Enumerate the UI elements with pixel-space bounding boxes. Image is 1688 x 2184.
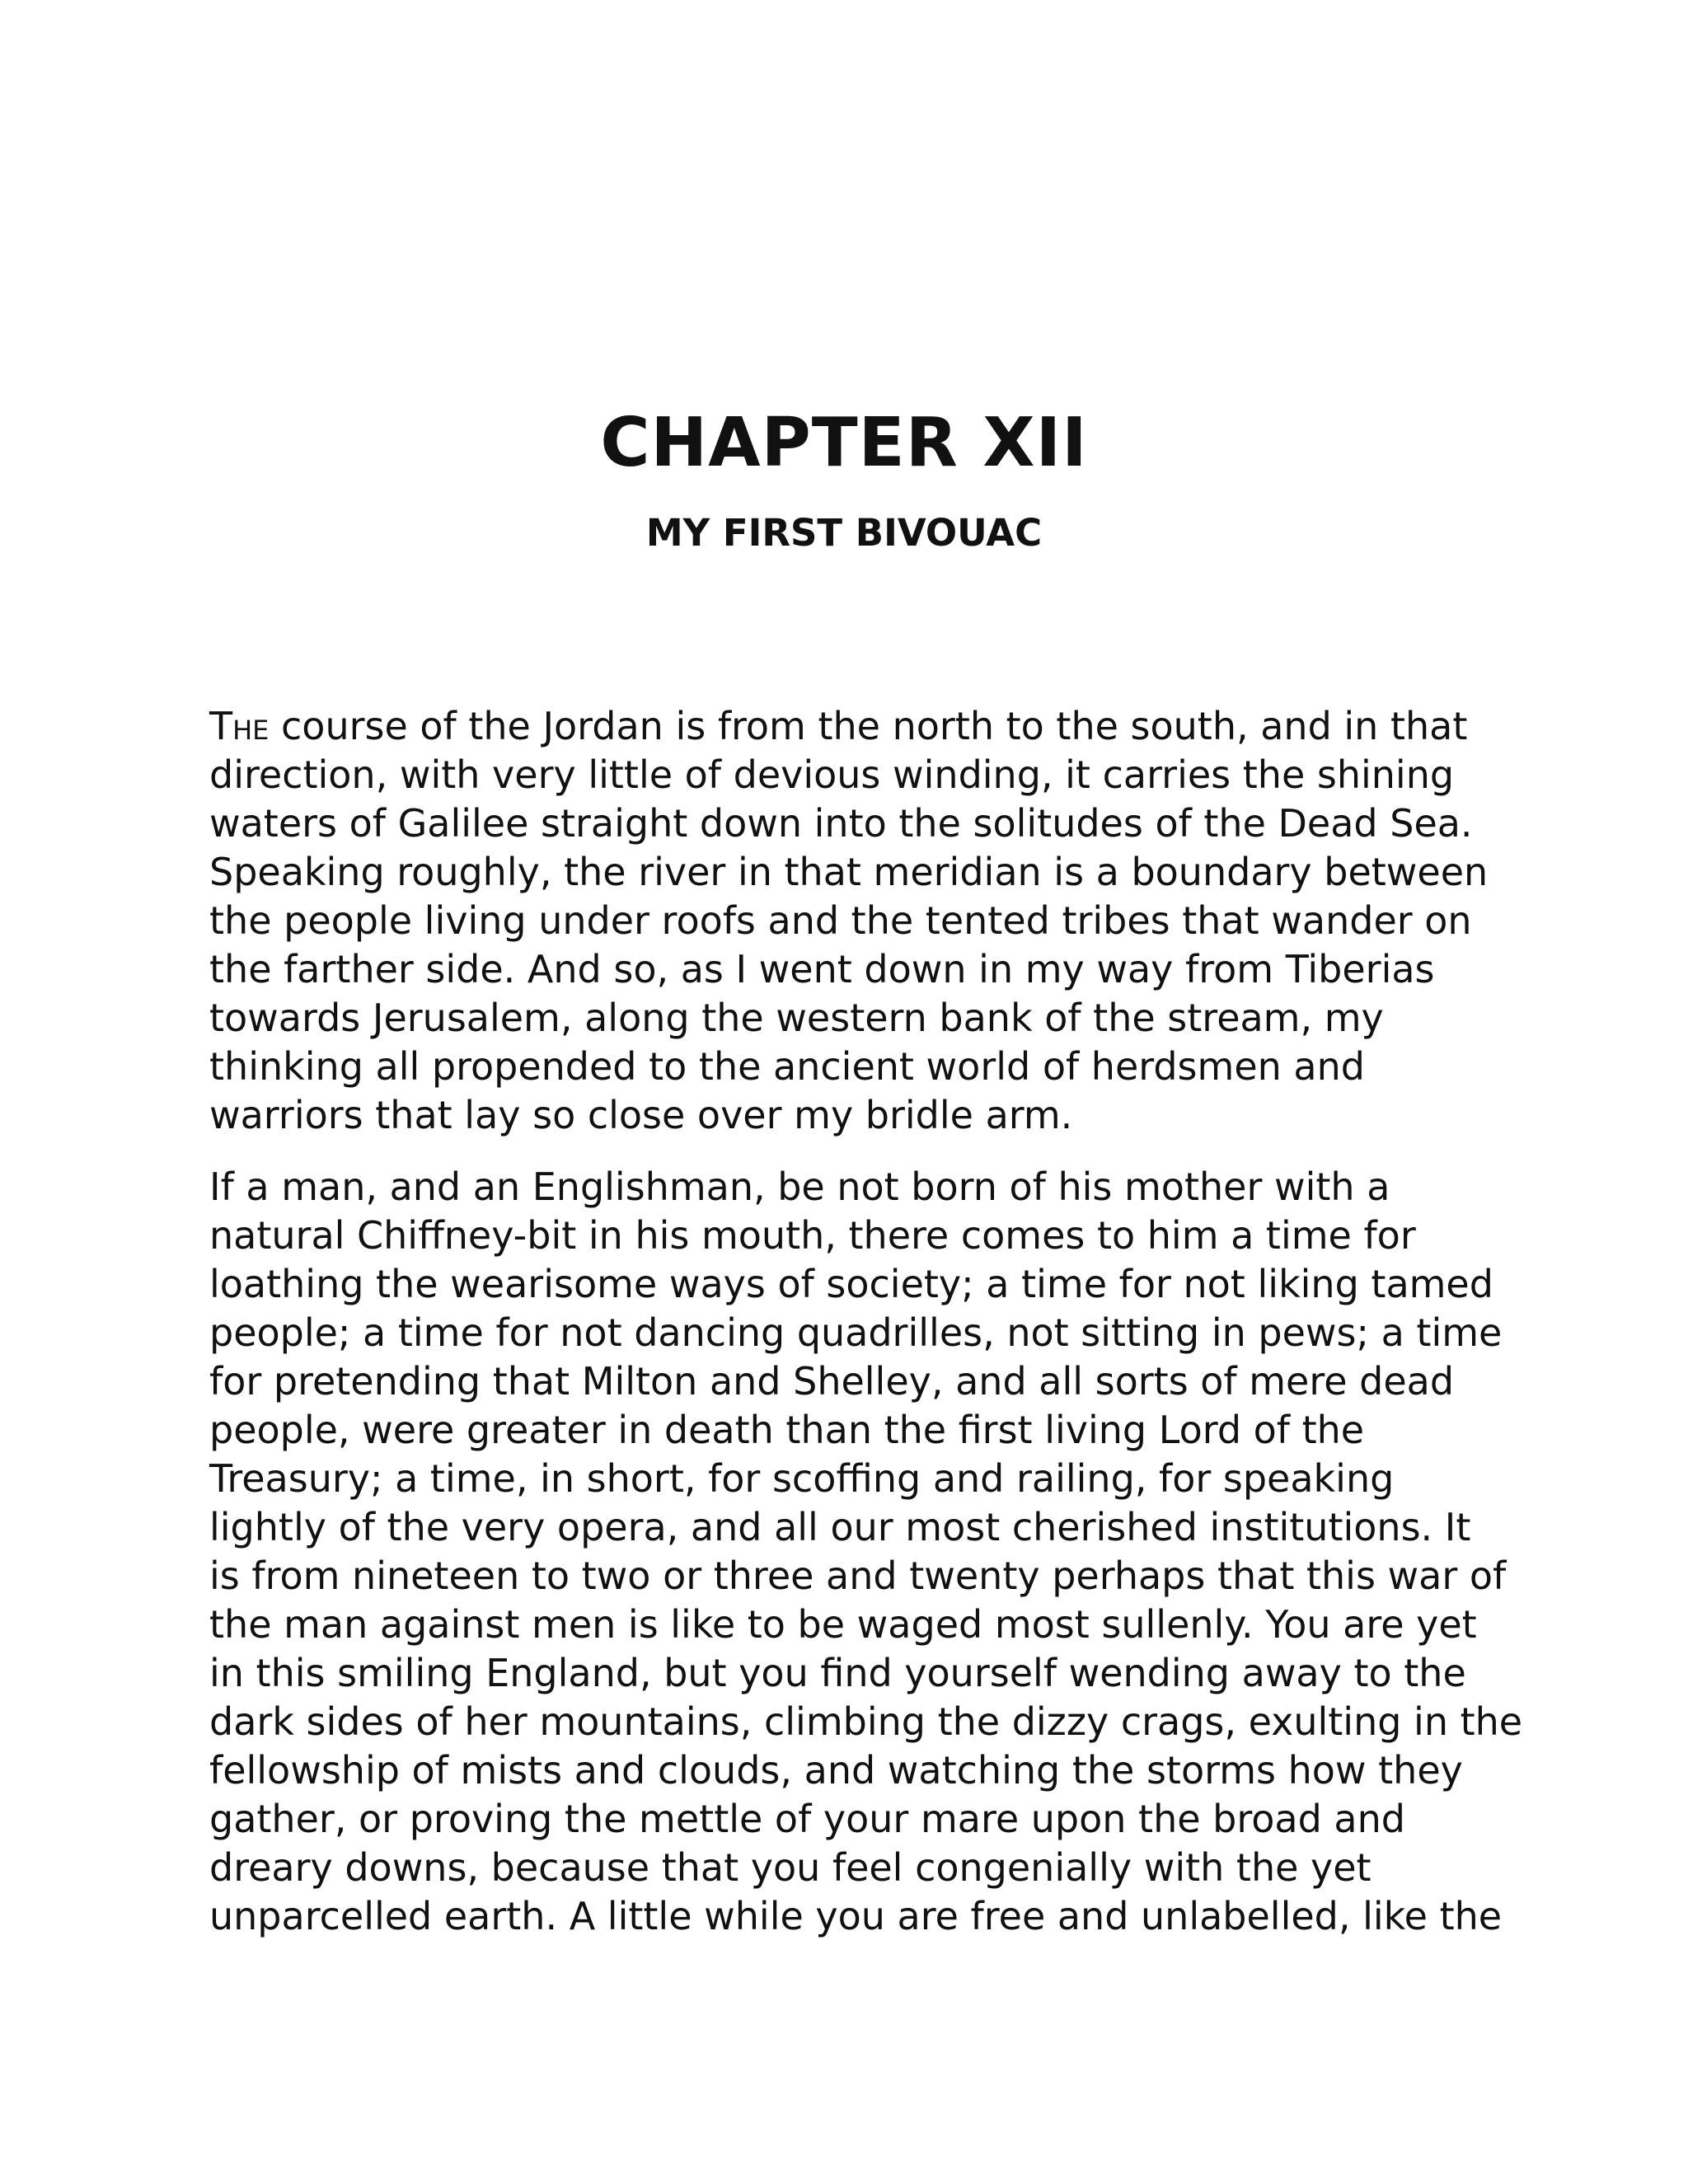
paragraph-line: natural Chiffney-bit in his mouth, there comes to him a time for <box>209 1213 1416 1258</box>
paragraph-line: warriors that lay so close over my bridle arm. <box>209 1093 1073 1137</box>
small-caps-lead: The <box>209 704 270 748</box>
paragraph-line: waters of Galilee straight down into the solitudes of the Dead Sea. <box>209 801 1473 846</box>
paragraph-line: the man against men is like to be waged most sullenly. You are yet <box>209 1602 1477 1647</box>
paragraph-line: dreary downs, because that you feel congenially with the yet <box>209 1845 1372 1890</box>
paragraph-2 <box>209 1163 1523 1941</box>
paragraph-line: fellowship of mists and clouds, and watching the storms how they <box>209 1748 1463 1793</box>
chapter-subtitle: MY FIRST BIVOUAC <box>645 511 1043 555</box>
paragraph-line: the people living under roofs and the tented tribes that wander on <box>209 898 1472 943</box>
paragraph-1 <box>209 702 1489 1140</box>
paragraph-line: If a man, and an Englishman, be not born of his mother with a <box>209 1165 1390 1209</box>
paragraph-line: unparcelled earth. A little while you are free and unlabelled, like the <box>209 1894 1503 1938</box>
paragraph-line: The course of the Jordan is from the north to the south, and in that <box>209 704 1468 748</box>
paragraph-line: Speaking roughly, the river in that meridian is a boundary between <box>209 850 1489 894</box>
paragraph-line: people; a time for not dancing quadrilles, not sitting in pews; a time <box>209 1310 1503 1355</box>
paragraph-line: in this smiling England, but you find yourself wending away to the <box>209 1651 1466 1695</box>
chapter-body <box>209 702 1523 1964</box>
paragraph-line: dark sides of her mountains, climbing the dizzy crags, exulting in the <box>209 1699 1523 1744</box>
chapter-title: CHAPTER XII <box>600 404 1088 482</box>
paragraph-line: lightly of the very opera, and all our most cherished institutions. It <box>209 1505 1471 1549</box>
paragraph-line: Treasury; a time, in short, for scoffing and railing, for speaking <box>209 1456 1395 1501</box>
paragraph-line: for pretending that Milton and Shelley, and all sorts of mere dead <box>209 1359 1455 1404</box>
paragraph-line: direction, with very little of devious winding, it carries the shining <box>209 752 1455 797</box>
paragraph-line: loathing the wearisome ways of society; a time for not liking tamed <box>209 1262 1493 1306</box>
paragraph-line: gather, or proving the mettle of your mare upon the broad and <box>209 1797 1405 1841</box>
paragraph-line: is from nineteen to two or three and twenty perhaps that this war of <box>209 1554 1507 1598</box>
paragraph-line: thinking all propended to the ancient world of herdsmen and <box>209 1044 1365 1089</box>
paragraph-line: people, were greater in death than the first living Lord of the <box>209 1408 1365 1452</box>
paragraph-line: towards Jerusalem, along the western bank of the stream, my <box>209 996 1384 1040</box>
paragraph-line: the farther side. And so, as I went down in my way from Tiberias <box>209 947 1435 991</box>
